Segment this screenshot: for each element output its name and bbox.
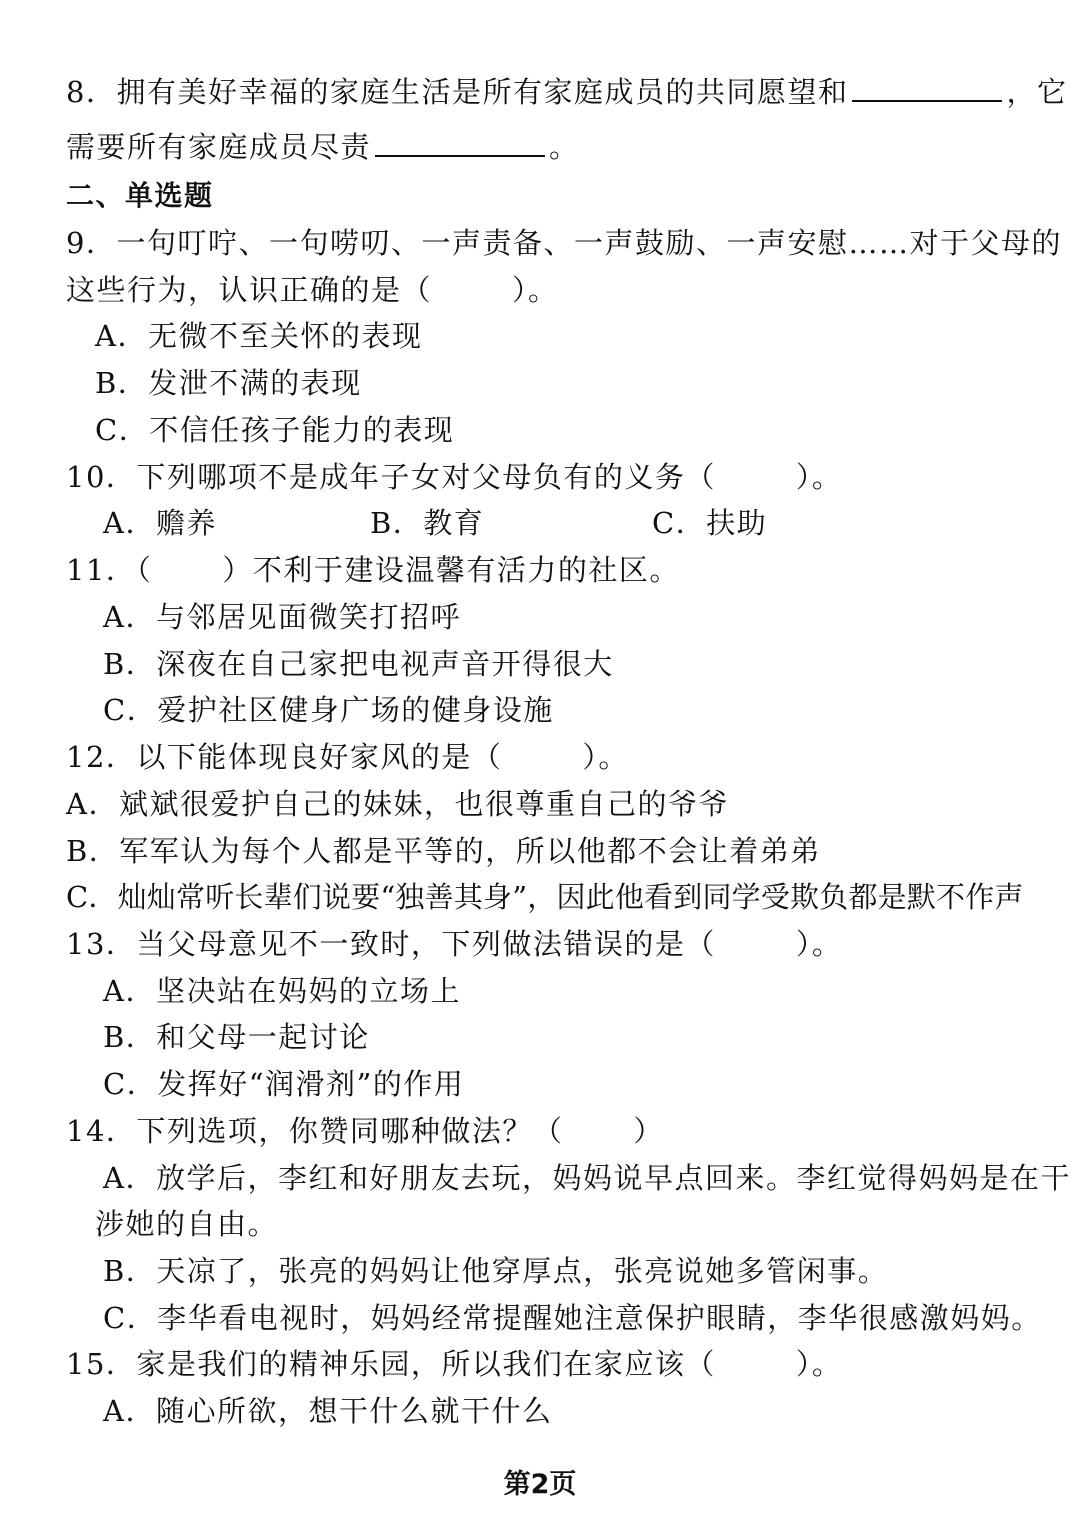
- question-11-text: ）不利于建设温馨有活力的社区。: [222, 553, 680, 587]
- question-11-option-a[interactable]: A．与邻居见面微笑打招呼: [103, 600, 461, 634]
- question-13-text: ）。: [795, 927, 843, 961]
- question-8-line-2: [66, 127, 1030, 167]
- question-11-stem: [66, 550, 1030, 590]
- question-9-text: ）。: [512, 273, 559, 307]
- question-10-option-a[interactable]: A．赡养: [103, 506, 217, 540]
- question-11-option-c[interactable]: C．爱护社区健身广场的健身设施: [103, 693, 554, 727]
- question-12-text: ）。: [582, 740, 629, 774]
- question-10-option-c[interactable]: C．扶助: [652, 506, 768, 540]
- answer-blank[interactable]: [375, 127, 545, 157]
- question-14-option-a[interactable]: A．放学后，李红和好朋友去玩，妈妈说早点回来。李红觉得妈妈是在干: [103, 1161, 1071, 1195]
- question-12-stem: [66, 737, 1030, 777]
- question-14-option-a-continued[interactable]: 涉她的自由。: [95, 1207, 279, 1241]
- question-8-line-1: [66, 72, 1068, 112]
- question-12-text: 12．以下能体现良好家风的是（: [66, 740, 503, 774]
- question-14-text: 14．下列选项，你赞同哪种做法？（: [66, 1114, 564, 1148]
- question-8-text: 需要所有家庭成员尽责: [66, 130, 372, 164]
- question-15-text: ）。: [795, 1347, 843, 1381]
- question-10-text: 10．下列哪项不是成年子女对父母负有的义务（: [66, 460, 716, 494]
- question-10-options: [103, 503, 1030, 543]
- question-9-option-b[interactable]: B．发泄不满的表现: [95, 366, 362, 400]
- question-13-option-b[interactable]: B．和父母一起讨论: [103, 1020, 370, 1054]
- question-8-text: 8．拥有美好幸福的家庭生活是所有家庭成员的共同愿望和: [66, 75, 849, 109]
- question-13-text: 13．当父母意见不一致时，下列做法错误的是（: [66, 927, 716, 961]
- question-9-line-2: [66, 270, 1030, 310]
- question-13-option-a[interactable]: A．坚决站在妈妈的立场上: [103, 974, 461, 1008]
- question-8-text: ，它: [1006, 75, 1068, 109]
- question-12-option-a[interactable]: A．斌斌很爱护自己的妹妹，也很尊重自己的爷爷: [66, 787, 729, 821]
- question-9-option-c[interactable]: C．不信任孩子能力的表现: [95, 413, 455, 447]
- question-14-stem: [66, 1111, 1030, 1151]
- question-15-option-a[interactable]: A．随心所欲，想干什么就干什么: [103, 1394, 553, 1428]
- question-11-option-b[interactable]: B．深夜在自己家把电视声音开得很大: [103, 647, 614, 681]
- question-10-text: ）。: [795, 460, 843, 494]
- section-heading: 二、单选题: [66, 179, 214, 212]
- page-number: 第2页: [503, 1469, 577, 1500]
- question-14-text: ）: [633, 1114, 664, 1148]
- question-13-option-c[interactable]: C．发挥好“润滑剂”的作用: [103, 1067, 465, 1101]
- question-10-stem: [66, 457, 1030, 497]
- question-9-text: 这些行为，认识正确的是（: [66, 273, 433, 307]
- question-12-option-c[interactable]: C．灿灿常听长辈们说要“独善其身”，因此他看到同学受欺负都是默不作声: [66, 880, 1024, 914]
- question-9-line-1: 9．一句叮咛、一句唠叨、一声责备、一声鼓励、一声安慰……对于父母的: [66, 226, 1062, 260]
- question-8-text: 。: [549, 130, 580, 164]
- answer-blank[interactable]: [852, 72, 1002, 102]
- question-13-stem: [66, 924, 1030, 964]
- question-9-option-a[interactable]: A．无微不至关怀的表现: [95, 319, 423, 353]
- question-11-text: 11．（: [66, 553, 153, 587]
- question-15-text: 15．家是我们的精神乐园，所以我们在家应该（: [66, 1347, 716, 1381]
- question-10-option-b[interactable]: B．教育: [370, 506, 485, 540]
- question-12-option-b[interactable]: B．军军认为每个人都是平等的，所以他都不会让着弟弟: [66, 834, 821, 868]
- question-15-stem: [66, 1344, 1030, 1384]
- question-14-option-c[interactable]: C．李华看电视时，妈妈经常提醒她注意保护眼睛，李华很感激妈妈。: [103, 1301, 1042, 1335]
- question-14-option-b[interactable]: B．天凉了，张亮的妈妈让他穿厚点，张亮说她多管闲事。: [103, 1254, 889, 1288]
